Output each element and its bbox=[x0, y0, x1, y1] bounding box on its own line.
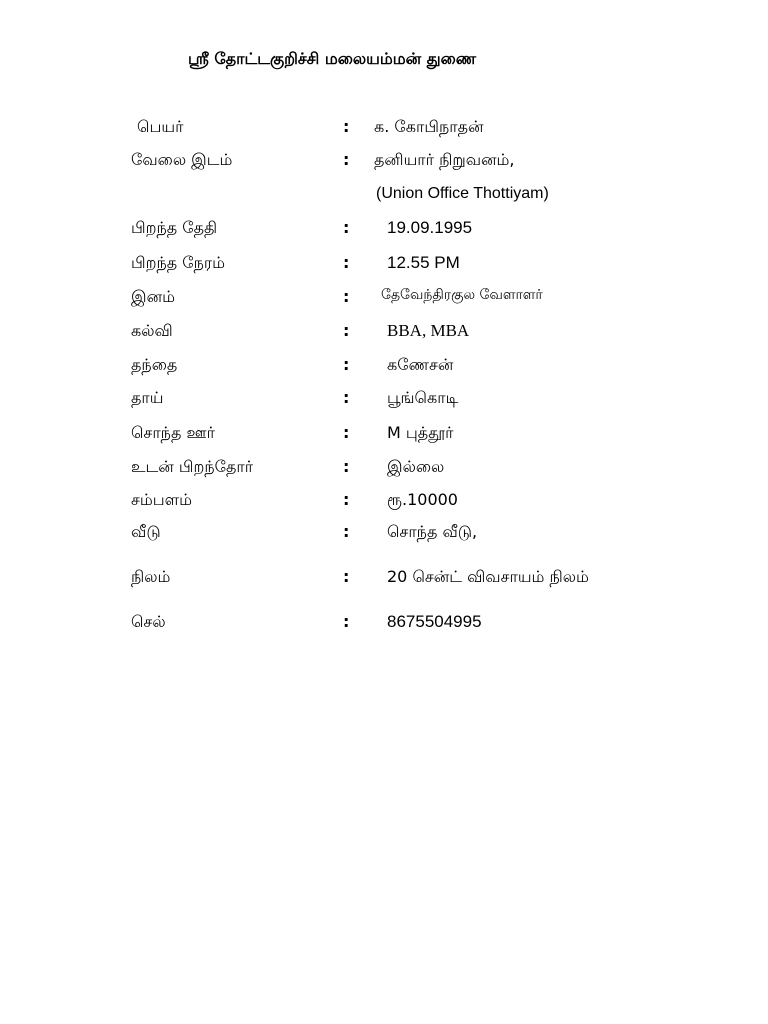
work-value: தனியார் நிறுவனம், bbox=[374, 150, 515, 169]
father-label: தந்தை bbox=[131, 355, 178, 374]
field-row-native bbox=[0, 423, 768, 449]
field-row-name bbox=[0, 117, 768, 143]
house-label: வீடு bbox=[131, 522, 161, 541]
land-label: நிலம் bbox=[131, 567, 171, 586]
mother-value: பூங்கொடி bbox=[387, 388, 459, 407]
separator: : bbox=[343, 423, 350, 442]
education-value: BBA, MBA bbox=[387, 321, 470, 340]
field-row-mother bbox=[0, 388, 768, 414]
cell-label: செல் bbox=[131, 612, 166, 631]
siblings-value: இல்லை bbox=[387, 457, 445, 476]
separator: : bbox=[343, 388, 350, 407]
separator: : bbox=[343, 287, 350, 306]
separator: : bbox=[343, 321, 350, 340]
field-row-house bbox=[0, 522, 768, 548]
caste-label: இனம் bbox=[131, 287, 175, 306]
salary-value: ரூ.10000 bbox=[387, 490, 458, 509]
separator: : bbox=[343, 117, 350, 136]
field-row-land bbox=[0, 567, 768, 593]
cell-value: 8675504995 bbox=[387, 612, 482, 631]
separator: : bbox=[343, 457, 350, 476]
field-row-work bbox=[0, 150, 768, 176]
field-row-dob bbox=[0, 218, 768, 244]
name-label: பெயர் bbox=[137, 117, 184, 136]
siblings-label: உடன் பிறந்தோர் bbox=[131, 457, 254, 476]
separator: : bbox=[343, 490, 350, 509]
name-value: க. கோபிநாதன் bbox=[374, 117, 484, 136]
field-row-cell bbox=[0, 612, 768, 638]
separator: : bbox=[343, 522, 350, 541]
work-label: வேலை இடம் bbox=[131, 150, 233, 169]
education-label: கல்வி bbox=[131, 321, 173, 340]
native-value: M புத்தூர் bbox=[387, 423, 454, 442]
document-title: ஸ்ரீ தோட்டகுறிச்சி மலையம்மன் துணை bbox=[188, 49, 477, 68]
salary-label: சம்பளம் bbox=[131, 490, 192, 509]
tob-value: 12.55 PM bbox=[387, 253, 460, 272]
field-row-siblings bbox=[0, 457, 768, 483]
separator: : bbox=[343, 253, 350, 272]
separator: : bbox=[343, 150, 350, 169]
field-row-salary bbox=[0, 490, 768, 516]
field-row-caste bbox=[0, 287, 768, 313]
native-label: சொந்த ஊர் bbox=[131, 423, 215, 442]
separator: : bbox=[343, 567, 350, 586]
mother-label: தாய் bbox=[131, 388, 164, 407]
separator: : bbox=[343, 612, 350, 631]
separator: : bbox=[343, 355, 350, 374]
caste-value: தேவேந்திரகுல வேளாளர் bbox=[381, 287, 543, 303]
field-row-work-line2 bbox=[0, 185, 768, 211]
field-row-education bbox=[0, 321, 768, 347]
land-value: 20 சென்ட் விவசாயம் நிலம் bbox=[387, 567, 589, 586]
work-value-line2: (Union Office Thottiyam) bbox=[376, 185, 549, 202]
dob-value: 19.09.1995 bbox=[387, 218, 473, 237]
field-row-tob bbox=[0, 253, 768, 279]
tob-label: பிறந்த நேரம் bbox=[131, 253, 226, 272]
father-value: கணேசன் bbox=[387, 355, 454, 374]
separator: : bbox=[343, 218, 350, 237]
field-row-father bbox=[0, 355, 768, 381]
dob-label: பிறந்த தேதி bbox=[131, 218, 218, 237]
house-value: சொந்த வீடு, bbox=[387, 522, 478, 541]
